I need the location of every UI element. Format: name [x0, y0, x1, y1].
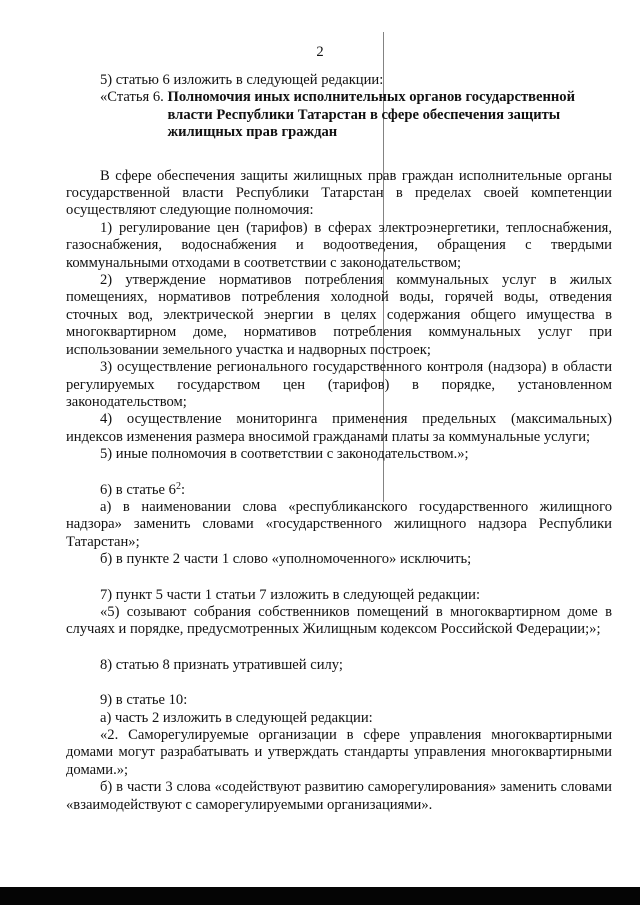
amendment-item-5: 5) статью 6 изложить в следующей редакции: — [100, 72, 384, 88]
amendment-item-6-colon: : — [180, 481, 185, 498]
article-heading — [66, 89, 612, 141]
power-2: 2) утверждение нормативов потребления коммунальных услуг в жилых помещениях, нормативов потребления холодной воды, горячей воды, отведения сточных вод, электрической энергии в целях содержания общего имущества в многоквартирном доме, нормативов потребления коммунальных услуг при использовании земельного участка и надворных построек; — [66, 272, 612, 358]
article-heading-title: Полномочия иных исполнительных органов государственной власти Республики Татарстан в сфере обеспечения защиты жилищных прав граждан — [167, 89, 576, 141]
article-intro: В сфере обеспечения защиты жилищных прав граждан исполнительные органы государственной власти Республики Татарстан в пределах своей компетенции осуществляют следующие полномочия: — [66, 167, 612, 219]
page-number: 2 — [316, 44, 324, 60]
amendment-item-6-text: 6) в статье 6 — [100, 481, 176, 498]
item-9-subitem-a: а) часть 2 изложить в следующей редакции: — [100, 709, 373, 726]
amendment-item-8: 8) статью 8 признать утратившей силу; — [100, 656, 343, 673]
article-heading-lead: «Статья 6. — [100, 89, 168, 106]
item-6-subitem-b: б) в пункте 2 части 1 слово «уполномоченного» исключить; — [100, 551, 472, 568]
power-1: 1) регулирование цен (тарифов) в сферах электроэнергетики, теплоснабжения, газоснабжения, водоснабжения и водоотведения, обращения с твердыми коммунальными отходами в соответствии с законодательством; — [66, 219, 612, 271]
power-3: 3) осуществление регионального государственного контроля (надзора) в области регулируемых государством цен (тарифов) в порядке, установленном законодательством; — [66, 359, 612, 410]
power-5: 5) иные полномочия в соответствии с законодательством.»; — [100, 446, 469, 463]
item-6-subitem-a: а) в наименовании слова «республиканского государственного жилищного надзора» заменить словами «государственного жилищного надзора Республики Татарстан»; — [66, 498, 612, 550]
amendment-item-9: 9) в статье 10: — [100, 692, 188, 709]
scan-bottom-edge — [0, 887, 640, 905]
item-9-subitem-b: б) в части 3 слова «содействуют развитию саморегулирования» заменить словами «взаимодействуют с саморегулируемыми организациями». — [66, 779, 612, 813]
document-body — [66, 72, 612, 814]
power-4: 4) осуществление мониторинга применения предельных (максимальных) индексов изменения размера вносимой гражданами платы за коммунальные услуги; — [66, 411, 612, 445]
item-7-new-text: «5) созывают собрания собственников помещений в многоквартирном доме в случаях и порядке, предусмотренных Жилищным кодексом Российской Федерации;»; — [66, 603, 612, 638]
amendment-item-7: 7) пункт 5 части 1 статьи 7 изложить в следующей редакции: — [100, 586, 481, 603]
amendment-item-6-superscript: 2 — [175, 480, 181, 492]
item-9-new-text: «2. Саморегулируемые организации в сфере управления многоквартирными домами могут разрабатывать и утверждать стандарты управления многоквартирными домами.»; — [66, 727, 612, 778]
amendment-item-6 — [66, 482, 612, 499]
